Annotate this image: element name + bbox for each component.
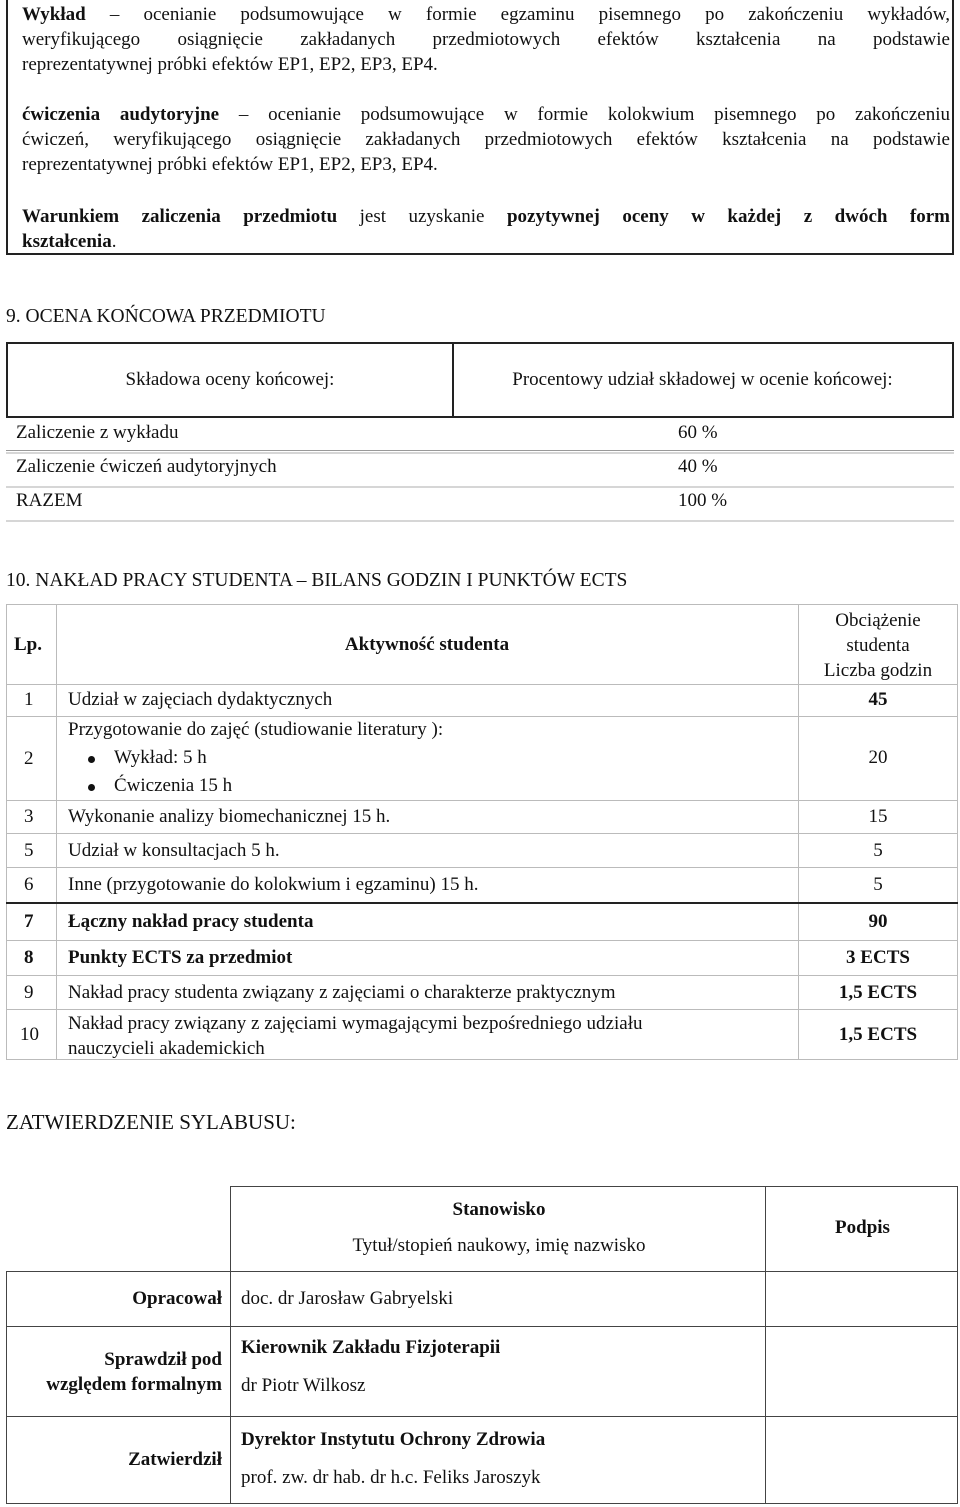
grid-line <box>6 800 958 801</box>
row-value: 5 <box>873 840 883 861</box>
grid-line <box>6 867 958 868</box>
row-lp: 9 <box>24 982 34 1003</box>
grid-line-bold <box>6 902 958 904</box>
table-row <box>6 416 954 451</box>
approved-by-name: prof. zw. dr hab. dr h.c. Feliks Jaroszyk <box>241 1467 541 1488</box>
bullet-icon <box>88 756 95 763</box>
grade-component: RAZEM <box>16 490 83 511</box>
bullet-icon <box>88 784 95 791</box>
name-header: Tytuł/stopień naukowy, imię nazwisko <box>352 1235 646 1256</box>
prepared-by-name: doc. dr Jarosław Gabryelski <box>241 1288 454 1309</box>
row-activity: Wykonanie analizy biomechanicznej 15 h. <box>68 806 391 827</box>
bullet-item <box>114 775 232 797</box>
approval-row-person <box>230 1416 766 1504</box>
approval-header-signature <box>765 1186 958 1272</box>
grade-percent: 100 % <box>678 490 728 511</box>
checked-by-position: Kierownik Zakładu Fizjoterapii <box>241 1337 501 1358</box>
assessment-lecture-paragraph <box>22 2 950 77</box>
checked-by-label <box>46 1347 222 1397</box>
row-activity: Inne (przygotowanie do kolokwium i egzaminu) 15 h. <box>68 874 479 895</box>
row-activity: Udział w konsultacjach 5 h. <box>68 840 280 861</box>
final-grade-header-component <box>6 342 454 418</box>
approval-row-person <box>230 1326 766 1417</box>
exercises-line1: – ocenianie podsumowujące w formie kolokwium pisemnego po zakończeniu <box>238 104 950 125</box>
approval-header-position <box>230 1186 766 1272</box>
row-activity: Łączny nakład pracy studenta <box>68 911 314 932</box>
bullet-text: Wykład: 5 h <box>114 747 207 768</box>
approval-row-person <box>230 1271 766 1327</box>
load-header-line1: Obciążenie <box>835 610 921 631</box>
final-grade-header-percent <box>452 342 954 418</box>
row-activity: Udział w zajęciach dydaktycznych <box>68 689 333 710</box>
row-activity: Przygotowanie do zajęć (studiowanie literatury ): <box>68 719 444 740</box>
assessment-box <box>6 0 954 255</box>
row-divider <box>6 520 954 522</box>
approved-by-position: Dyrektor Instytutu Ochrony Zdrowia <box>241 1429 546 1450</box>
grid-line <box>6 1009 958 1010</box>
load-header-line2: studenta <box>846 635 910 656</box>
row-lp: 5 <box>24 840 34 861</box>
row-value: 90 <box>868 911 888 932</box>
row-activity-line2: nauczycieli akademickich <box>68 1038 265 1059</box>
exercises-line2: ćwiczeń, weryfikującego osiągnięcie zakładanych przedmiotowych efektów kształcenia na podstawie <box>22 129 950 150</box>
grid-line <box>6 604 7 1060</box>
row-lp: 1 <box>24 689 34 710</box>
load-header <box>798 608 958 683</box>
assessment-exercises-paragraph <box>22 102 950 177</box>
pass-condition-bold3: kształcenia <box>22 231 112 252</box>
grade-percent: 60 % <box>678 422 718 443</box>
activity-header: Aktywność studenta <box>344 634 510 655</box>
approval-row-label <box>6 1416 231 1504</box>
row-activity <box>68 1011 642 1061</box>
grade-percent: 40 % <box>678 456 718 477</box>
lecture-line3: reprezentatywnej próbki efektów EP1, EP2, EP3, EP4. <box>22 54 438 75</box>
row-value: 20 <box>868 747 888 768</box>
row-value: 3 ECTS <box>846 947 910 968</box>
load-header-line3: Liczba godzin <box>823 660 933 681</box>
grade-component: Zaliczenie ćwiczeń audytoryjnych <box>16 456 277 477</box>
lecture-line1: – ocenianie podsumowujące w formie egzaminu pisemnego po zakończeniu wykładów, <box>109 4 951 25</box>
pass-condition-end: . <box>111 231 117 252</box>
lecture-line2: weryfikującego osiągnięcie zakładanych przedmiotowych efektów kształcenia na podstawie <box>22 29 950 50</box>
row-lp: 6 <box>24 874 34 895</box>
bullet-item <box>114 747 207 769</box>
approval-row-label <box>6 1326 231 1417</box>
checked-by-name: dr Piotr Wilkosz <box>241 1375 366 1396</box>
table-row <box>6 484 954 518</box>
approval-row-signature <box>765 1416 958 1504</box>
section10-title: 10. NAKŁAD PRACY STUDENTA – BILANS GODZIN I PUNKTÓW ECTS <box>6 570 628 591</box>
grid-line <box>6 604 958 605</box>
pass-condition-bold1: Warunkiem zaliczenia przedmiotu <box>22 206 338 227</box>
approval-row-signature <box>765 1271 958 1327</box>
final-grade-col2-label: Procentowy udział składowej w ocenie końcowej: <box>512 369 893 390</box>
grid-line <box>6 833 958 834</box>
grade-component: Zaliczenie z wykładu <box>16 422 179 443</box>
row-value: 15 <box>868 806 888 827</box>
checked-by-label-line2: względem formalnym <box>46 1374 222 1395</box>
exercises-line3: reprezentatywnej próbki efektów EP1, EP2, EP3, EP4. <box>22 154 438 175</box>
exercises-lead: ćwiczenia audytoryjne <box>22 104 220 125</box>
row-lp: 7 <box>24 911 34 932</box>
row-lp: 2 <box>24 748 34 769</box>
row-lp: 3 <box>24 806 34 827</box>
prepared-by-label: Opracował <box>132 1288 222 1309</box>
section9-title: 9. OCENA KOŃCOWA PRZEDMIOTU <box>6 306 326 327</box>
grid-line <box>56 604 57 1060</box>
grid-line <box>6 716 958 717</box>
row-lp: 8 <box>24 947 34 968</box>
row-value: 45 <box>868 689 888 710</box>
grid-line <box>6 940 958 941</box>
row-value: 5 <box>873 874 883 895</box>
pass-condition-text: jest uzyskanie <box>359 206 485 227</box>
row-value: 1,5 ECTS <box>838 1024 918 1045</box>
pass-condition-paragraph <box>22 204 950 254</box>
approved-by-label: Zatwierdził <box>128 1449 222 1470</box>
row-value: 1,5 ECTS <box>838 982 918 1003</box>
lp-header: Lp. <box>14 634 42 655</box>
pass-condition-bold2: pozytywnej oceny w każdej z dwóch form <box>506 206 951 227</box>
approval-title: ZATWIERDZENIE SYLABUSU: <box>6 1110 296 1134</box>
row-activity: Nakład pracy studenta związany z zajęciami o charakterze praktycznym <box>68 982 616 1003</box>
lecture-lead: Wykład <box>22 4 86 25</box>
approval-row-label <box>6 1271 231 1327</box>
bullet-text: Ćwiczenia 15 h <box>114 775 233 796</box>
final-grade-col1-label: Składowa oceny końcowej: <box>125 369 335 390</box>
position-header: Stanowisko <box>452 1199 546 1220</box>
row-activity: Punkty ECTS za przedmiot <box>68 947 293 968</box>
row-activity-line1: Nakład pracy związany z zajęciami wymagającymi bezpośredniego udziału <box>68 1013 643 1034</box>
grid-line <box>6 975 958 976</box>
approval-row-signature <box>765 1326 958 1417</box>
grid-line <box>6 684 958 685</box>
signature-header: Podpis <box>835 1217 890 1238</box>
table-row <box>6 450 954 484</box>
row-lp: 10 <box>20 1024 39 1045</box>
checked-by-label-line1: Sprawdził pod <box>104 1349 222 1370</box>
